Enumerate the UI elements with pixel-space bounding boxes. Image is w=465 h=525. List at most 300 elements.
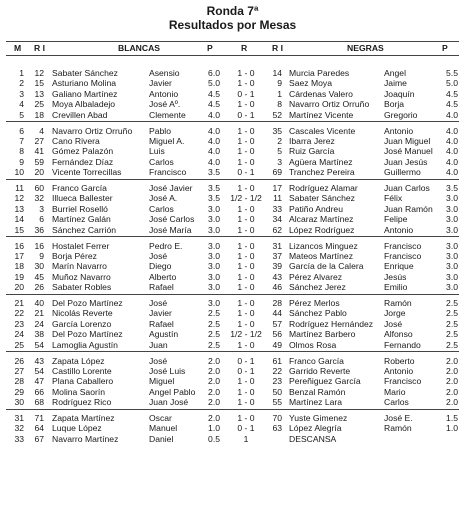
board-number: 25 <box>14 339 24 350</box>
black-surname: Lizancos Minguez <box>289 240 358 251</box>
black-surname: Pérez Alvarez <box>289 271 343 282</box>
result: 1 - 0 <box>237 203 255 214</box>
black-surname: Franco García <box>289 355 344 366</box>
black-surname: Pérez Merlos <box>289 298 340 308</box>
white-first-name: Miguel A. <box>149 135 185 146</box>
black-first-name: Joaquín <box>384 88 415 99</box>
table-row <box>0 387 465 397</box>
board-number: 14 <box>14 214 24 225</box>
white-points: 4.0 <box>208 125 220 136</box>
white-first-name: Antonio <box>149 88 179 99</box>
white-points: 3.0 <box>208 240 220 251</box>
black-first-name: José Manuel <box>384 146 433 157</box>
board-number: 12 <box>14 193 24 204</box>
board-number: 11 <box>15 183 24 193</box>
board-number: 1 <box>19 68 24 78</box>
black-first-name: Félix <box>384 193 403 204</box>
board-number: 31 <box>14 413 24 423</box>
white-surname: Sabater Robles <box>52 282 112 293</box>
black-rank: 22 <box>272 365 282 376</box>
white-rank: 12 <box>34 68 44 78</box>
black-points: 3.0 <box>446 271 458 282</box>
black-rank: 57 <box>272 318 282 329</box>
white-first-name: José <box>149 250 168 261</box>
result: 0 - 1 <box>237 423 255 434</box>
white-surname: Vicente Torrecillas <box>52 167 122 178</box>
white-rank: 43 <box>34 355 44 366</box>
black-first-name: Borja <box>384 99 405 110</box>
board-number: 19 <box>14 271 24 282</box>
result: 1 - 0 <box>237 282 255 293</box>
black-rank: 52 <box>272 109 282 120</box>
black-first-name: Antonio <box>384 125 414 136</box>
black-first-name: Felipe <box>384 214 408 225</box>
black-points: 3.5 <box>446 183 458 193</box>
white-first-name: José <box>149 355 168 366</box>
white-surname: Cano Rivera <box>52 135 100 146</box>
black-surname: Agüera Martínez <box>289 156 353 167</box>
result: 1 - 0 <box>237 214 255 225</box>
table-row <box>0 308 465 318</box>
white-surname: Nicolás Reverte <box>52 308 113 319</box>
black-points: 4.0 <box>446 109 458 120</box>
white-first-name: Angel Pablo <box>149 386 196 397</box>
black-rank: 61 <box>272 355 282 366</box>
result: 1 - 0 <box>237 397 255 408</box>
black-rank: 62 <box>272 224 282 235</box>
black-surname: Alcaraz Martínez <box>289 214 354 225</box>
black-first-name: Emilio <box>384 282 408 293</box>
white-rank: 67 <box>34 433 44 444</box>
group-separator <box>6 121 459 122</box>
black-rank: 69 <box>272 167 282 178</box>
result: 1 - 0 <box>237 250 255 261</box>
white-points: 2.0 <box>208 376 220 387</box>
black-first-name: Juan Miguel <box>384 135 431 146</box>
black-surname: Martínez Barbero <box>289 329 356 340</box>
table-row <box>0 340 465 350</box>
white-rank: 54 <box>34 339 44 350</box>
white-rank: 71 <box>34 413 44 423</box>
black-points: 4.0 <box>446 135 458 146</box>
black-rank: 50 <box>272 386 282 397</box>
result: 1 - 0 <box>237 240 255 251</box>
result: 0 - 1 <box>237 109 255 120</box>
white-surname: Marín Navarro <box>52 261 107 272</box>
result: 1 - 0 <box>237 78 255 89</box>
header-r: R <box>241 43 248 53</box>
black-surname: Olmos Rosa <box>289 339 337 350</box>
result: 1 - 0 <box>237 99 255 110</box>
board-number: 4 <box>19 99 24 110</box>
white-first-name: Alberto <box>149 271 177 282</box>
black-first-name: Gregorio <box>384 109 418 120</box>
black-rank: 34 <box>272 214 282 225</box>
white-rank: 15 <box>34 78 44 89</box>
black-first-name: Ramón <box>384 298 412 308</box>
board-number: 5 <box>19 109 24 120</box>
black-surname: Rodríguez Hernández <box>289 318 374 329</box>
white-surname: Luque López <box>52 423 102 434</box>
white-rank: 45 <box>34 271 44 282</box>
white-surname: Muñoz Navarro <box>52 271 111 282</box>
white-surname: Sabater Sánchez <box>52 68 118 78</box>
white-rank: 47 <box>34 376 44 387</box>
board-number: 15 <box>14 224 24 235</box>
result: 1 - 0 <box>237 146 255 157</box>
black-rank: 23 <box>272 376 282 387</box>
white-first-name: José Aº. <box>149 99 181 110</box>
result: 0 - 1 <box>237 88 255 99</box>
group-separator <box>6 294 459 295</box>
table-row <box>0 146 465 156</box>
table-row <box>0 241 465 251</box>
black-points: 4.0 <box>446 156 458 167</box>
white-surname: Asturiano Molina <box>52 78 117 89</box>
black-surname: DESCANSA <box>289 433 337 444</box>
black-points: 3.0 <box>446 224 458 235</box>
white-first-name: Pedro E. <box>149 240 183 251</box>
white-points: 3.0 <box>208 298 220 308</box>
board-number: 10 <box>14 167 24 178</box>
white-points: 3.0 <box>208 203 220 214</box>
group-separator <box>6 351 459 352</box>
table-row <box>0 68 465 78</box>
board-number: 8 <box>19 146 24 157</box>
white-rank: 54 <box>34 365 44 376</box>
table-header <box>0 42 465 54</box>
table-row <box>0 89 465 99</box>
white-rank: 21 <box>34 308 44 319</box>
table-row <box>0 157 465 167</box>
black-rank: 2 <box>277 135 282 146</box>
black-rank: 46 <box>272 282 282 293</box>
white-rank: 68 <box>34 397 44 408</box>
white-points: 2.0 <box>208 386 220 397</box>
black-rank: 5 <box>277 146 282 157</box>
header-black: NEGRAS <box>347 43 384 53</box>
board-number: 9 <box>19 156 24 167</box>
black-rank: 56 <box>272 329 282 340</box>
black-rank: 1 <box>277 88 282 99</box>
black-points: 3.0 <box>446 193 458 204</box>
white-rank: 26 <box>34 282 44 293</box>
table-row <box>0 126 465 136</box>
black-surname: Benzal Ramón <box>289 386 346 397</box>
black-first-name: Antonio <box>384 224 414 235</box>
black-first-name: Angel <box>384 68 406 78</box>
black-surname: Cascales Vicente <box>289 125 356 136</box>
white-first-name: Miguel <box>149 376 175 387</box>
white-surname: Plana Caballero <box>52 376 114 387</box>
black-rank: 55 <box>272 397 282 408</box>
result: 1 - 0 <box>237 308 255 319</box>
table-row <box>0 99 465 109</box>
board-number: 3 <box>19 88 24 99</box>
white-points: 3.5 <box>208 183 220 193</box>
result: 1 - 0 <box>237 386 255 397</box>
table-row <box>0 183 465 193</box>
black-rank: 17 <box>272 183 282 193</box>
board-number: 17 <box>14 250 24 261</box>
board-number: 29 <box>14 386 24 397</box>
black-surname: Tranchez Pereira <box>289 167 355 178</box>
white-rank: 24 <box>34 318 44 329</box>
white-first-name: Javier <box>149 78 172 89</box>
white-points: 3.0 <box>208 250 220 261</box>
white-rank: 59 <box>34 156 44 167</box>
white-points: 3.5 <box>208 167 220 178</box>
board-number: 22 <box>14 308 24 319</box>
black-surname: Navarro Ortiz Orruño <box>289 99 370 110</box>
white-first-name: Carlos <box>149 156 174 167</box>
black-surname: Pereñiguez García <box>289 376 361 387</box>
white-rank: 60 <box>34 183 44 193</box>
white-points: 4.5 <box>208 88 220 99</box>
board-number: 7 <box>19 135 24 146</box>
black-points: 2.5 <box>446 339 458 350</box>
white-points: 4.0 <box>208 146 220 157</box>
black-points: 3.0 <box>446 282 458 293</box>
white-surname: Fernández Díaz <box>52 156 114 167</box>
white-surname: Martínez Galán <box>52 214 111 225</box>
white-surname: Borja Pérez <box>52 250 97 261</box>
white-surname: Zapata López <box>52 355 105 366</box>
black-points: 1.5 <box>446 413 458 423</box>
white-first-name: Rafael <box>149 282 174 293</box>
black-first-name: Francisco <box>384 250 422 261</box>
white-rank: 64 <box>34 423 44 434</box>
white-rank: 38 <box>34 329 44 340</box>
white-first-name: Juan <box>149 339 168 350</box>
result: 1/2 - 1/2 <box>230 193 262 204</box>
table-row <box>0 423 465 433</box>
result: 0 - 1 <box>237 355 255 366</box>
table-row <box>0 319 465 329</box>
white-surname: Hostalet Ferrer <box>52 240 110 251</box>
board-number: 26 <box>14 355 24 366</box>
black-rank: 9 <box>277 78 282 89</box>
white-surname: Zapata Martínez <box>52 413 115 423</box>
black-surname: Murcia Paredes <box>289 68 350 78</box>
white-points: 3.0 <box>208 224 220 235</box>
white-rank: 40 <box>34 298 44 308</box>
table-row <box>0 110 465 120</box>
white-rank: 16 <box>34 240 44 251</box>
board-number: 32 <box>14 423 24 434</box>
black-surname: Rodríguez Alamar <box>289 183 358 193</box>
header-m: M <box>14 43 22 53</box>
black-points: 4.0 <box>446 125 458 136</box>
white-points: 2.0 <box>208 413 220 423</box>
black-first-name: Francisco <box>384 240 422 251</box>
board-number: 20 <box>14 282 24 293</box>
black-first-name: Fernando <box>384 339 421 350</box>
board-number: 18 <box>14 261 24 272</box>
black-first-name: Alfonso <box>384 329 413 340</box>
black-first-name: Juan Jesús <box>384 156 428 167</box>
white-first-name: José María <box>149 224 192 235</box>
black-rank: 70 <box>272 413 282 423</box>
white-rank: 13 <box>34 88 44 99</box>
white-first-name: José Javier <box>149 183 193 193</box>
white-first-name: Clemente <box>149 109 186 120</box>
header-p-black: P <box>442 43 448 53</box>
black-points: 2.0 <box>446 386 458 397</box>
table-row <box>0 78 465 88</box>
black-rank: 11 <box>273 193 282 204</box>
result: 1 - 0 <box>237 413 255 423</box>
black-rank: 8 <box>277 99 282 110</box>
black-surname: Sánchez Pablo <box>289 308 347 319</box>
black-rank: 3 <box>277 156 282 167</box>
black-first-name: Jorge <box>384 308 406 319</box>
table-row <box>0 225 465 235</box>
white-rank: 18 <box>34 109 44 120</box>
board-number: 30 <box>14 397 24 408</box>
white-rank: 3 <box>39 203 44 214</box>
result: 1 - 0 <box>237 271 255 282</box>
black-rank: 35 <box>272 125 282 136</box>
black-surname: López Alegría <box>289 423 342 434</box>
black-surname: Ruiz García <box>289 146 335 157</box>
white-first-name: Juan José <box>149 397 189 408</box>
black-surname: Patiño Andreu <box>289 203 343 214</box>
black-rank: 31 <box>272 240 282 251</box>
white-surname: Molina Saorín <box>52 386 106 397</box>
white-surname: Lamoglia Agustín <box>52 339 118 350</box>
result: 1 <box>243 433 249 444</box>
result: 1 - 0 <box>237 298 255 308</box>
white-first-name: Manuel <box>149 423 178 434</box>
black-points: 3.0 <box>446 214 458 225</box>
white-points: 6.0 <box>208 68 220 78</box>
table-row <box>0 261 465 271</box>
table-row <box>0 434 465 444</box>
white-rank: 41 <box>34 146 44 157</box>
table-row <box>0 376 465 386</box>
header-p-white: P <box>207 43 213 53</box>
board-number: 21 <box>14 298 24 308</box>
board-number: 6 <box>19 125 24 136</box>
black-surname: Mateos Martínez <box>289 250 353 261</box>
black-surname: Martínez Lara <box>289 397 343 408</box>
table-row <box>0 366 465 376</box>
white-rank: 27 <box>34 135 44 146</box>
black-points: 5.5 <box>446 68 458 78</box>
result: 1 - 0 <box>237 339 255 350</box>
result: 1 - 0 <box>237 261 255 272</box>
white-surname: Rodríguez Rico <box>52 397 112 408</box>
white-rank: 6 <box>39 214 44 225</box>
black-surname: Martínez Vicente <box>289 109 354 120</box>
white-points: 1.0 <box>208 423 220 434</box>
white-surname: Sánchez Carrión <box>52 224 117 235</box>
result: 0 - 1 <box>237 167 255 178</box>
white-surname: Illueca Ballester <box>52 193 113 204</box>
black-surname: Garrido Reverte <box>289 365 351 376</box>
white-surname: Galiano Martínez <box>52 88 118 99</box>
white-first-name: José A. <box>149 193 178 204</box>
white-surname: Navarro Martínez <box>52 433 119 444</box>
page-subtitle: Resultados por Mesas <box>168 18 297 32</box>
black-points: 2.0 <box>446 365 458 376</box>
white-points: 2.5 <box>208 318 220 329</box>
white-first-name: Asensio <box>149 68 180 78</box>
white-first-name: José Luis <box>149 365 186 376</box>
header-ri-white: R I <box>34 43 45 53</box>
white-points: 3.0 <box>208 214 220 225</box>
black-first-name: Jesús <box>384 271 407 282</box>
board-number: 28 <box>14 376 24 387</box>
black-first-name: José <box>384 318 403 329</box>
white-rank: 9 <box>39 250 44 261</box>
black-rank: 63 <box>272 423 282 434</box>
black-first-name: Carlos <box>384 397 409 408</box>
header-ri-black: R I <box>272 43 283 53</box>
group-separator <box>6 179 459 180</box>
header-white: BLANCAS <box>118 43 161 53</box>
white-rank: 30 <box>34 261 44 272</box>
white-points: 3.0 <box>208 282 220 293</box>
black-first-name: Juan Carlos <box>384 183 430 193</box>
result: 1/2 - 1/2 <box>230 329 262 340</box>
result: 0 - 1 <box>237 365 255 376</box>
board-number: 16 <box>14 240 24 251</box>
black-surname: García de la Calera <box>289 261 364 272</box>
board-number: 2 <box>19 78 24 89</box>
black-points: 4.0 <box>446 146 458 157</box>
black-surname: Ibarra Jerez <box>289 135 335 146</box>
table-row <box>0 298 465 308</box>
black-points: 3.0 <box>446 261 458 272</box>
white-surname: Castillo Lorente <box>52 365 112 376</box>
white-surname: Crevillen Abad <box>52 109 108 120</box>
header-bottom-rule <box>6 55 459 56</box>
black-first-name: Juan Ramón <box>384 203 433 214</box>
black-first-name: Ramón <box>384 423 412 434</box>
white-points: 4.0 <box>208 156 220 167</box>
table-row <box>0 251 465 261</box>
table-row <box>0 356 465 366</box>
black-points: 4.5 <box>446 88 458 99</box>
black-points: 2.5 <box>446 318 458 329</box>
white-first-name: Carlos <box>149 203 174 214</box>
white-first-name: José <box>149 298 168 308</box>
black-first-name: Jaime <box>384 78 407 89</box>
white-points: 4.0 <box>208 109 220 120</box>
result: 1 - 0 <box>237 125 255 136</box>
black-first-name: Roberto <box>384 355 415 366</box>
white-first-name: Pablo <box>149 125 171 136</box>
table-row <box>0 193 465 203</box>
black-first-name: José E. <box>384 413 413 423</box>
board-number: 13 <box>14 203 24 214</box>
black-first-name: Guillermo <box>384 167 421 178</box>
result: 1 - 0 <box>237 318 255 329</box>
white-points: 3.0 <box>208 271 220 282</box>
table-row <box>0 136 465 146</box>
black-points: 2.0 <box>446 376 458 387</box>
black-points: 3.0 <box>446 240 458 251</box>
white-first-name: Daniel <box>149 433 174 444</box>
result: 1 - 0 <box>237 224 255 235</box>
black-rank: 43 <box>272 271 282 282</box>
white-first-name: Javier <box>149 308 172 319</box>
black-points: 2.0 <box>446 397 458 408</box>
black-surname: Sabater Sánchez <box>289 193 355 204</box>
black-first-name: Antonio <box>384 365 414 376</box>
